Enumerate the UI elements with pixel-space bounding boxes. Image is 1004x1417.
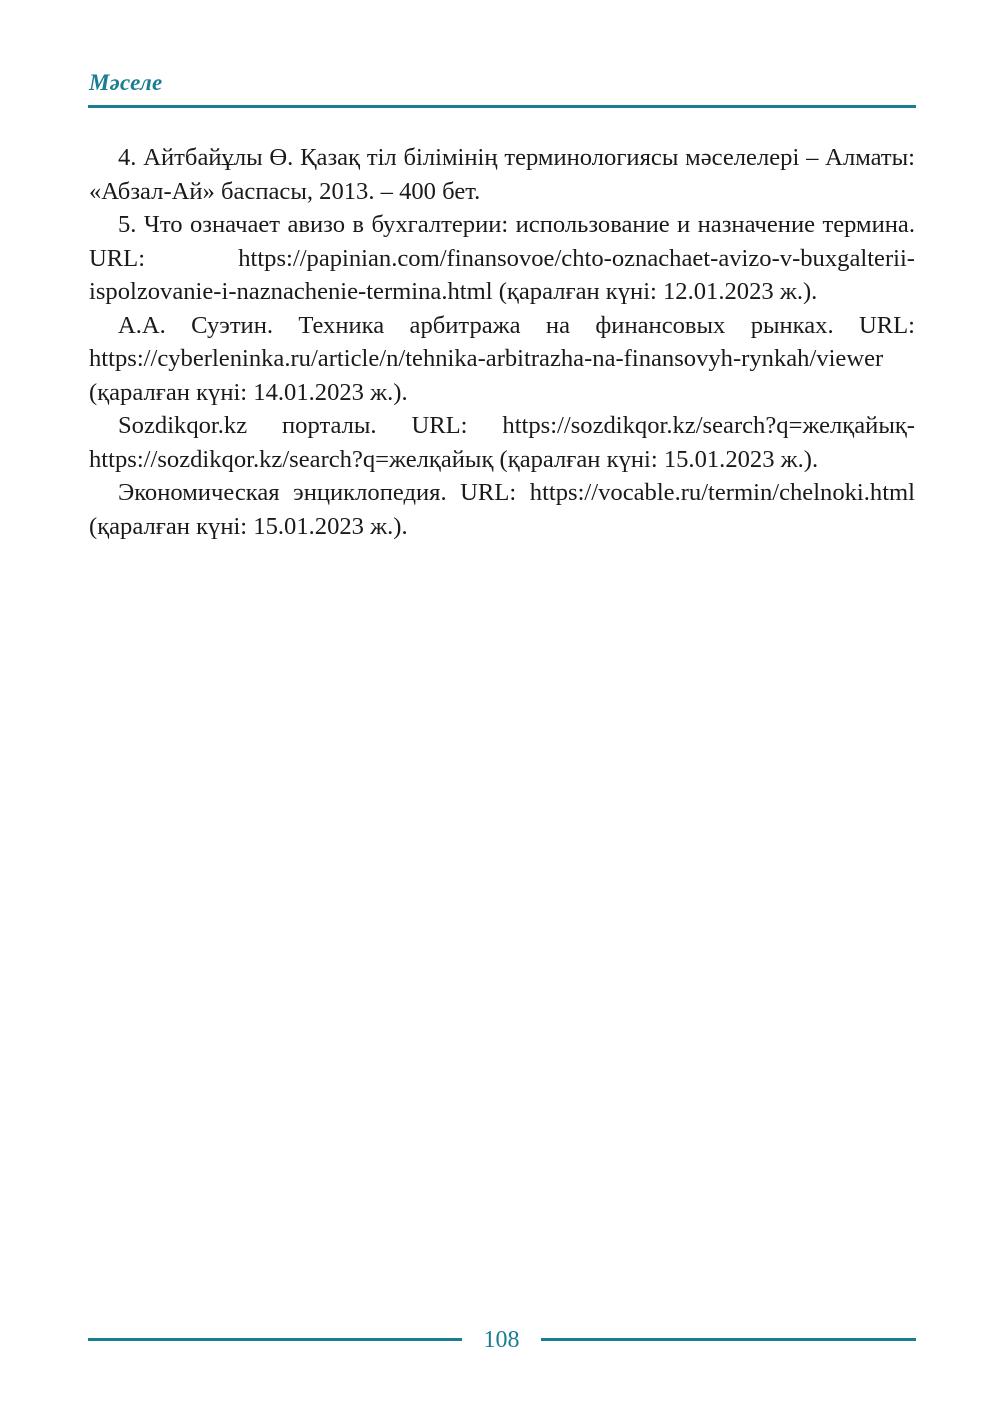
footer-divider-right	[541, 1338, 916, 1341]
reference-item: 4. Айтбайұлы Ө. Қазақ тіл білімінің терминологиясы мәселелері – Алматы: «Абзал-Ай» баспасы, 2013. – 400 бет.	[89, 144, 915, 205]
reference-item: 5. Что означает авизо в бухгалтерии: использование и назначение термина. URL: https://papinian.com/finansovoe/chto-oznachaet-avizo-v-buxgalterii-ispolzovanie-i-naznachenie-termina.html (қаралған күні: 12.01.2023 ж.).	[89, 211, 915, 305]
running-header-title: Мәселе	[89, 70, 163, 95]
reference-item: Sozdikqor.kz порталы. URL: https://sozdikqor.kz/search?q=желқайық-https://sozdikqor.kz/search?q=желқайық (қаралған күні: 15.01.2023 ж.).	[89, 412, 915, 473]
reference-item: А.А. Суэтин. Техника арбитража на финансовых рынках. URL: https://cyberleninka.ru/article/n/tehnika-arbitrazha-na-finansovyh-rynkah/viewer (қаралған күні: 14.01.2023 ж.).	[89, 311, 915, 406]
page-number: 108	[483, 1327, 520, 1353]
header-divider	[88, 105, 916, 108]
footer-divider-left	[88, 1338, 462, 1341]
reference-list	[89, 141, 915, 543]
reference-item: Экономическая энциклопедия. URL: https://vocable.ru/termin/chelnoki.html (қаралған күні: 15.01.2023 ж.).	[89, 479, 915, 540]
